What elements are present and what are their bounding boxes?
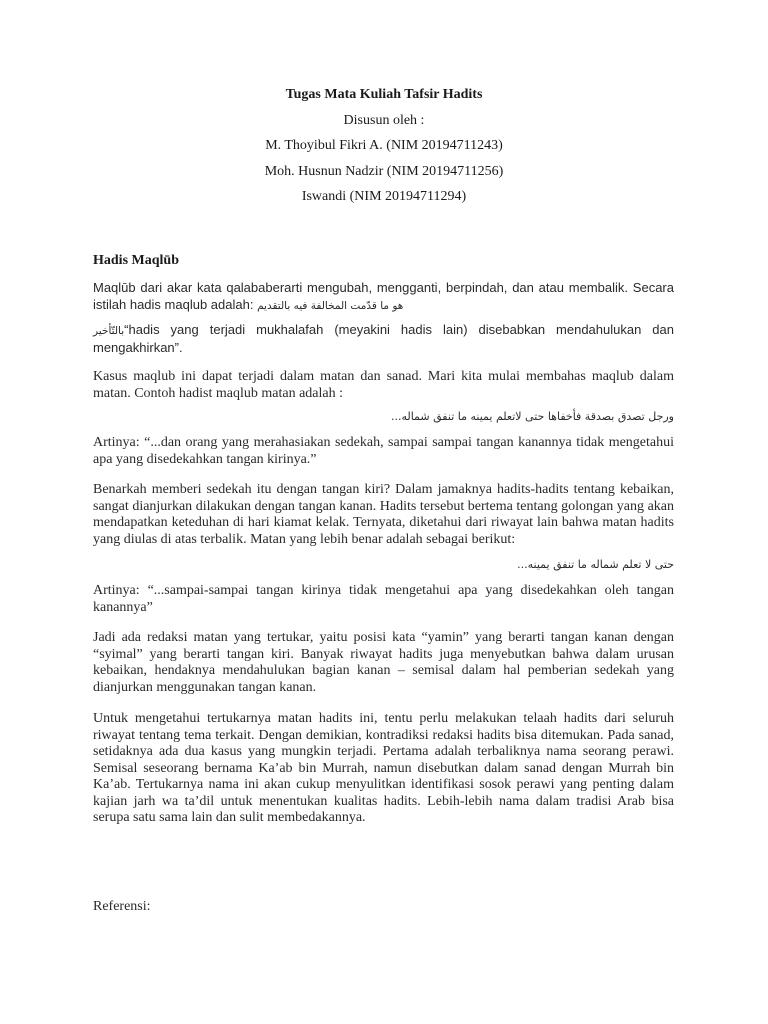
document-title: Tugas Mata Kuliah Tafsir Hadits [285,87,483,102]
arabic-hadith-1: ورجل تصدق بصدقة فأخفاها حتى لاتعلم يمينه ما تنفق شماله... [390,410,674,423]
section-heading: Hadis Maqlūb [93,253,179,268]
meaning-text: “hadis yang terjadi mukhalafah (meyakini hadis lain) disebabkan mendahulukan dan mengakhirkan”. [93,322,674,355]
arabic-takhir: بالتّأخير [93,325,125,337]
author-line: Iswandi (NIM 20194711294) [301,189,467,204]
paragraph-meaning [93,322,674,356]
arabic-hadith-2: حتى لا تعلم شماله ما تنفق يمينه... [517,558,674,571]
document-body [93,252,674,827]
paragraph-definition [93,280,674,314]
paragraph-matan-intro: Kasus maqlub ini dapat terjadi dalam matan dan sanad. Mari kita mulai membahas maqlub dalam matan. Contoh hadist maqlub matan adalah : [93,369,674,401]
definition-text: Maqlūb dari akar kata qalababerarti mengubah, mengganti, berpindah, dan atau membalik. Secara istilah hadis maqlub adalah: [93,280,674,312]
author-line: M. Thoyibul Fikri A. (NIM 20194711243) [265,138,503,153]
paragraph-sanad: Untuk mengetahui tertukarnya matan hadits ini, tentu perlu melakukan telaah hadits dari seluruh riwayat tentang tema terkait. Dengan demikian, kontradiksi redaksi hadits bisa ditemukan. Pada sanad, setidaknya ada dua kasus yang mungkin terjadi. Pertama adalah terbaliknya nama seorang perawi. Semisal seseorang bernama Ka’ab bin Murrah, namun disebutkan dalam sanad dengan Murrah bin Ka’ab. Tertukarnya nama ini akan cukup menyulitkan identifikasi sosok perawi yang penting dalam kajian jarh wa ta’dil untuk menentukan kualitas hadits. Lebih-lebih nama dalam tradisi Arab bisa serupa satu sama lain dan sulit membedakannya. [93,711,674,825]
paragraph-yamin-syimal: Jadi ada redaksi matan yang tertukar, yaitu posisi kata “yamin” yang berarti tangan kanan dengan “syimal” yang berarti tangan kiri. Banyak riwayat hadits juga menyebutkan bahwa dalam urusan kebaikan, hendaknya mendahulukan bagian kanan – semisal dalam hal pemberian sedekah yang dianjurkan menggunakan tangan kanan. [93,630,674,695]
references-label: Referensi: [93,899,151,914]
author-line: Moh. Husnun Nadzir (NIM 20194711256) [264,163,504,179]
paragraph-translation-2: Artinya: “...sampai-sampai tangan kirinya tidak mengetahui apa yang disedekahkan oleh tangan kanannya” [93,583,674,615]
paragraph-translation-1: Artinya: “...dan orang yang merahasiakan sedekah, sampai sampai tangan kanannya tidak mengetahui apa yang disedekahkan tangan kirinya.” [93,435,674,467]
arabic-definition: هو ما قدّمت المخالفة فيه بالتقديم [257,299,404,312]
document-subtitle: Disusun oleh : [343,112,425,128]
paragraph-explanation: Benarkah memberi sedekah itu dengan tangan kiri? Dalam jamaknya hadits-hadits tentang kebaikan, sangat dianjurkan dilakukan dengan tangan kanan. Hadits tersebut bertema tentang golongan yang akan mendapatkan keteduhan di hari kiamat kelak. Ternyata, diketahui dari riwayat lain bahwa matan hadits yang diulas di atas terbalik. Matan yang lebih benar adalah sebagai berikut: [93,482,674,547]
document-header [0,86,768,214]
